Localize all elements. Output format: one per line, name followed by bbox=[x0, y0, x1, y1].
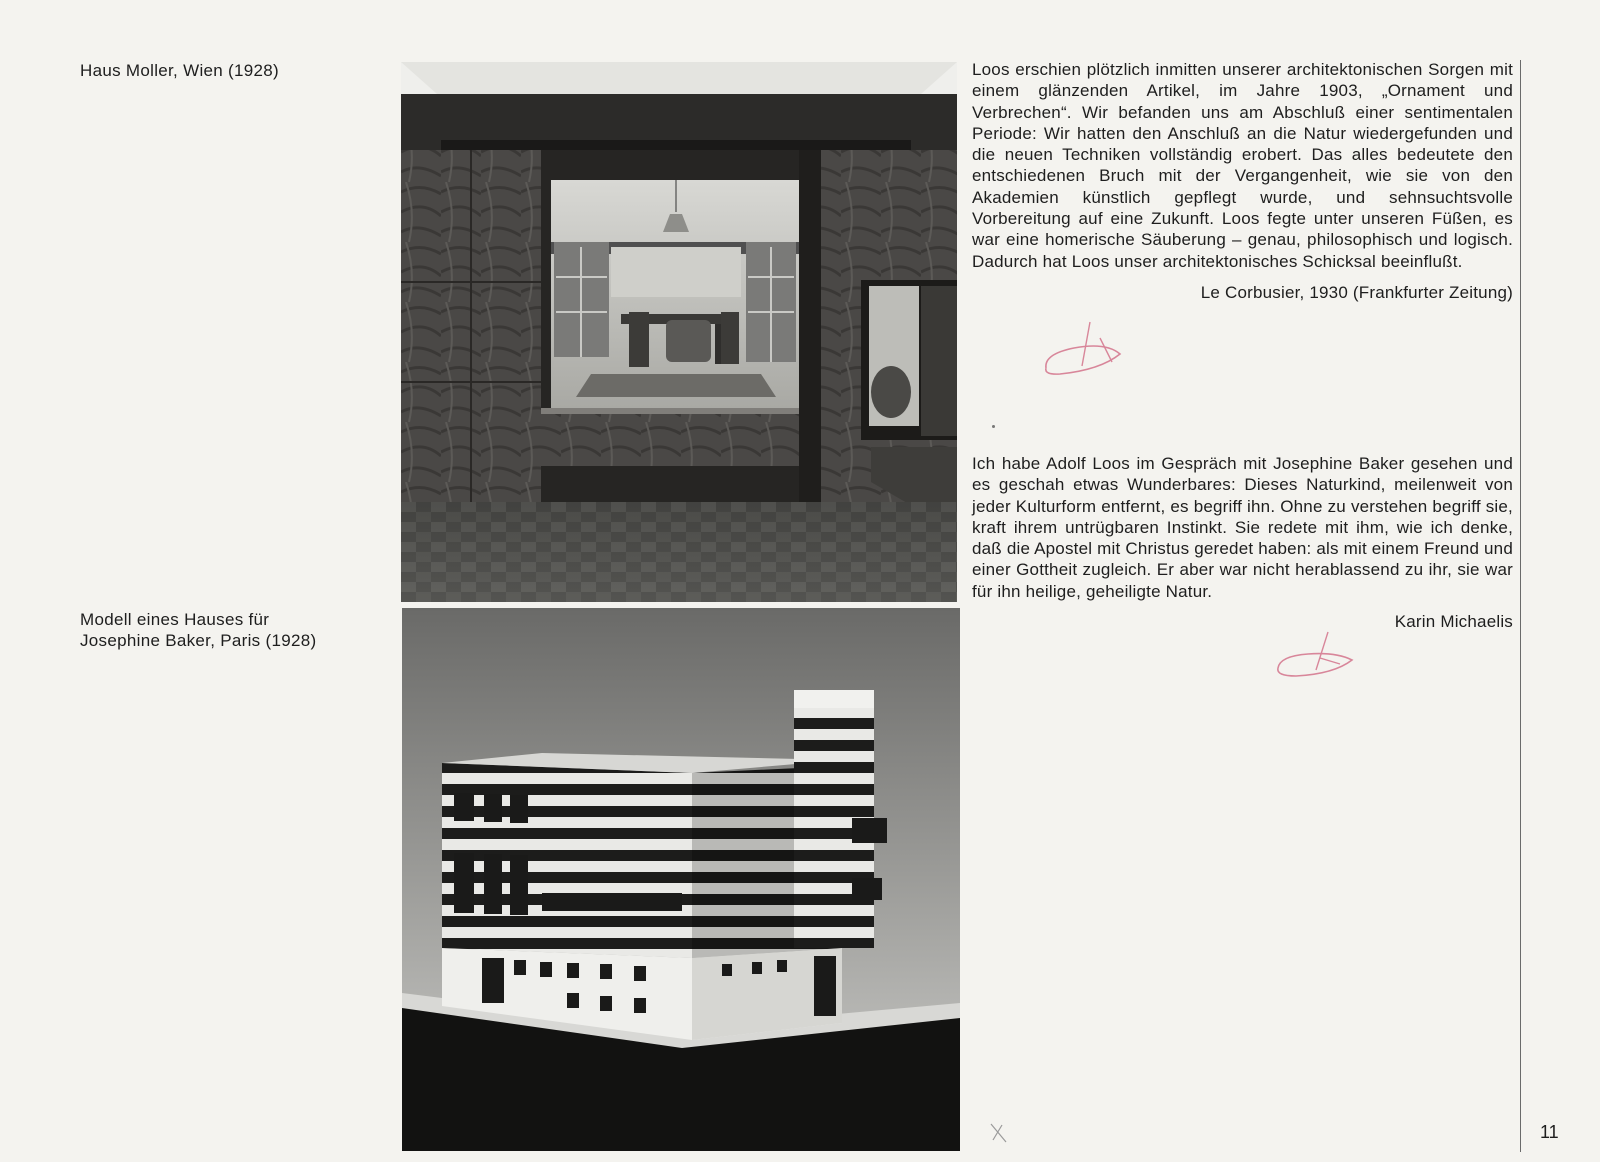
pencil-mark-icon bbox=[1274, 628, 1364, 690]
column-rule bbox=[1520, 60, 1521, 1152]
caption-haus-moller: Haus Moller, Wien (1928) bbox=[80, 61, 279, 80]
pencil-mark-icon bbox=[988, 1122, 1010, 1144]
page-number: 11 bbox=[1540, 1122, 1559, 1142]
quote-attribution: Karin Michaelis bbox=[1394, 612, 1513, 632]
quote-karin-michaelis bbox=[972, 453, 1513, 632]
caption-line: Josephine Baker, Paris (1928) bbox=[80, 631, 317, 650]
photo-haus-moller-interior bbox=[401, 62, 957, 602]
quote-attribution: Le Corbusier, 1930 (Frankfurter Zeitung) bbox=[1200, 282, 1513, 302]
pencil-mark-icon bbox=[1040, 318, 1130, 384]
photo-josephine-baker-model bbox=[402, 608, 960, 1151]
caption-modell-baker bbox=[80, 609, 380, 651]
speck bbox=[992, 425, 995, 428]
quote-le-corbusier bbox=[972, 59, 1513, 303]
quote-text: Ich habe Adolf Loos im Gespräch mit Josephine Baker gesehen und es geschah etwas Wunderbares: Dieses Naturkind, meilenweit von jeder Kulturform entfernt, es begriff ihn. Ohne zu verstehen begriff sie, kraft ihrem untrügbaren Instinkt. Sie redete mit ihm, wie ich denke, daß die Apostel mit Christus geredet haben: als mit einem Freund und einer Gottheit zugleich. Er aber war nicht herablassend zu ihr, sie war für ihn heilige, geheiligte Natur. bbox=[972, 454, 1513, 601]
caption-line: Modell eines Hauses für bbox=[80, 610, 270, 629]
quote-text: Loos erschien plötzlich inmitten unserer architektonischen Sorgen mit einem glänzenden Artikel, im Jahre 1903, „Ornament und Verbrechen“. Wir befanden uns am Abschluß einer sentimentalen Periode: Wir hatten den Anschluß an die Natur wiedergefunden und die neuen Techniken vollständig erobert. Das alles bedeutete den entschiedenen Bruch mit der Vergangenheit, wie sie von den Akademien künstlich gepflegt wurde, und sehnsuchtsvolle Vorbereitung auf eine Zukunft. Loos fegte unter unseren Füßen, es war eine homerische Säuberung – genau, philosophisch und logisch. Dadurch hat Loos unser architektonisches Schicksal beeinflußt. bbox=[972, 60, 1513, 271]
